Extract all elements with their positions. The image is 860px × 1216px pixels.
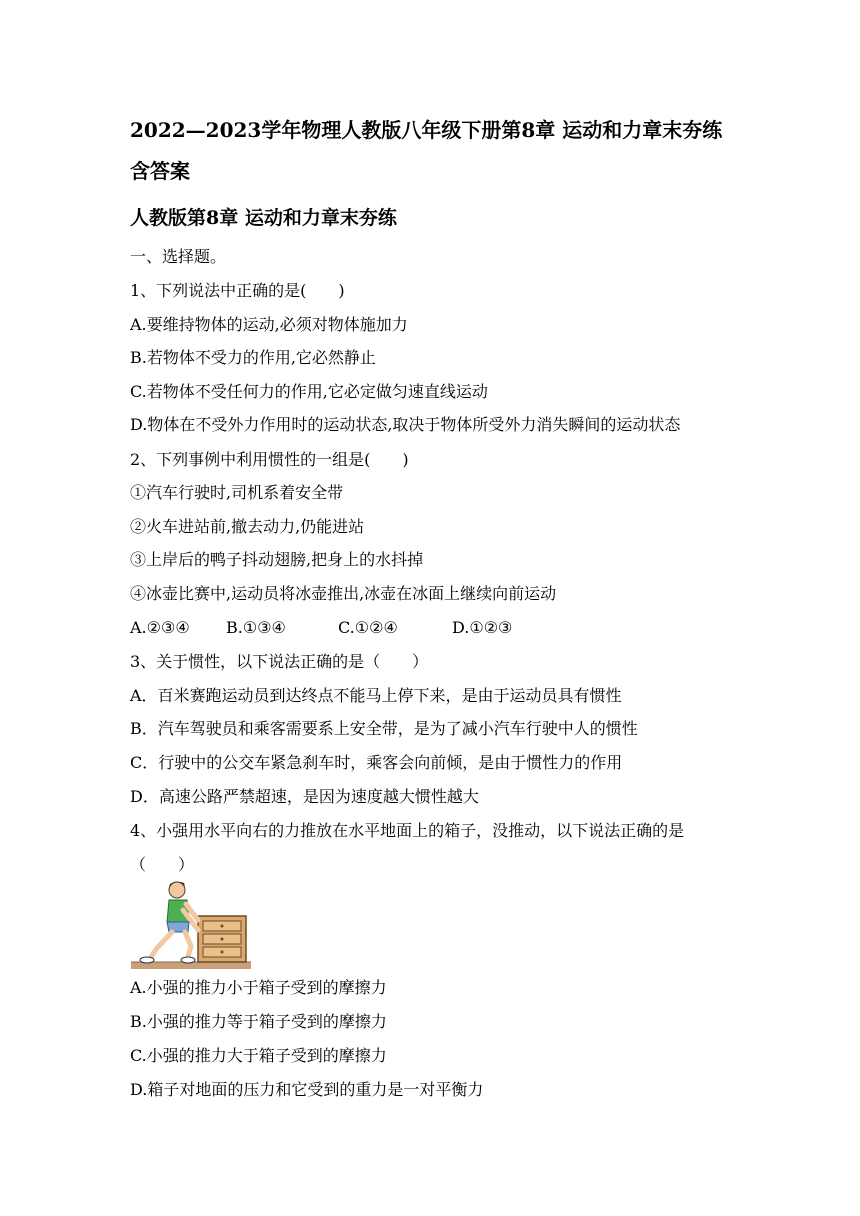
- q2-option-b: B.①③④: [226, 618, 286, 637]
- q4-answer-paren: （ ）: [130, 855, 195, 874]
- q4-option-d: D.箱子对地面的压力和它受到的重力是一对平衡力: [130, 1080, 484, 1099]
- boy-pushing-box-illustration: [131, 878, 251, 970]
- q3-option-d: D．高速公路严禁超速，是因为速度越大惯性越大: [130, 787, 479, 806]
- q3-option-c: C．行驶中的公交车紧急刹车时，乘客会向前倾，是由于惯性力的作用: [130, 753, 623, 772]
- section-heading: 一、选择题。: [130, 247, 227, 266]
- q2-options: [130, 618, 512, 638]
- doc-title-line2: 含答案: [130, 159, 190, 183]
- q2-statement-4: ④冰壶比赛中,运动员将冰壶推出,冰壶在冰面上继续向前运动: [130, 584, 557, 603]
- q2-statement-1: ①汽车行驶时,司机系着安全带: [130, 483, 344, 502]
- q2-option-c: C.①②④: [338, 618, 398, 637]
- q2-statement-3: ③上岸后的鸭子抖动翅膀,把身上的水抖掉: [130, 550, 424, 569]
- q2-statement-2: ②火车进站前,撤去动力,仍能进站: [130, 517, 365, 536]
- q1-option-b: B.若物体不受力的作用,它必然静止: [130, 348, 376, 367]
- q3-option-a: A．百米赛跑运动员到达终点不能马上停下来，是由于运动员具有惯性: [130, 686, 622, 705]
- q1-option-c: C.若物体不受任何力的作用,它必定做匀速直线运动: [130, 382, 488, 401]
- q4-option-a: A.小强的推力小于箱子受到的摩擦力: [130, 978, 387, 997]
- q4-stem: 4、小强用水平向右的力推放在水平地面上的箱子，没推动，以下说法正确的是: [130, 821, 685, 840]
- q2-option-d: D.①②③: [452, 618, 513, 637]
- q3-option-b: B．汽车驾驶员和乘客需要系上安全带，是为了减小汽车行驶中人的惯性: [130, 719, 638, 738]
- q4-option-c: C.小强的推力大于箱子受到的摩擦力: [130, 1046, 387, 1065]
- doc-title-line1: 2022—2023学年物理人教版八年级下册第8章 运动和力章末夯练: [130, 118, 723, 142]
- q1-option-d: D.物体在不受外力作用时的运动状态,取决于物体所受外力消失瞬间的运动状态: [130, 415, 681, 434]
- q4-option-b: B.小强的推力等于箱子受到的摩擦力: [130, 1012, 387, 1031]
- q1-option-a: A.要维持物体的运动,必须对物体施加力: [130, 315, 408, 334]
- section-subtitle: 人教版第8章 运动和力章末夯练: [130, 207, 397, 229]
- q2-option-a: A.②③④: [130, 618, 190, 637]
- q2-stem: 2、下列事例中利用惯性的一组是( ): [130, 450, 409, 469]
- q1-stem: 1、下列说法中正确的是( ): [130, 281, 345, 300]
- q3-stem: 3、关于惯性，以下说法正确的是（ ）: [130, 652, 429, 671]
